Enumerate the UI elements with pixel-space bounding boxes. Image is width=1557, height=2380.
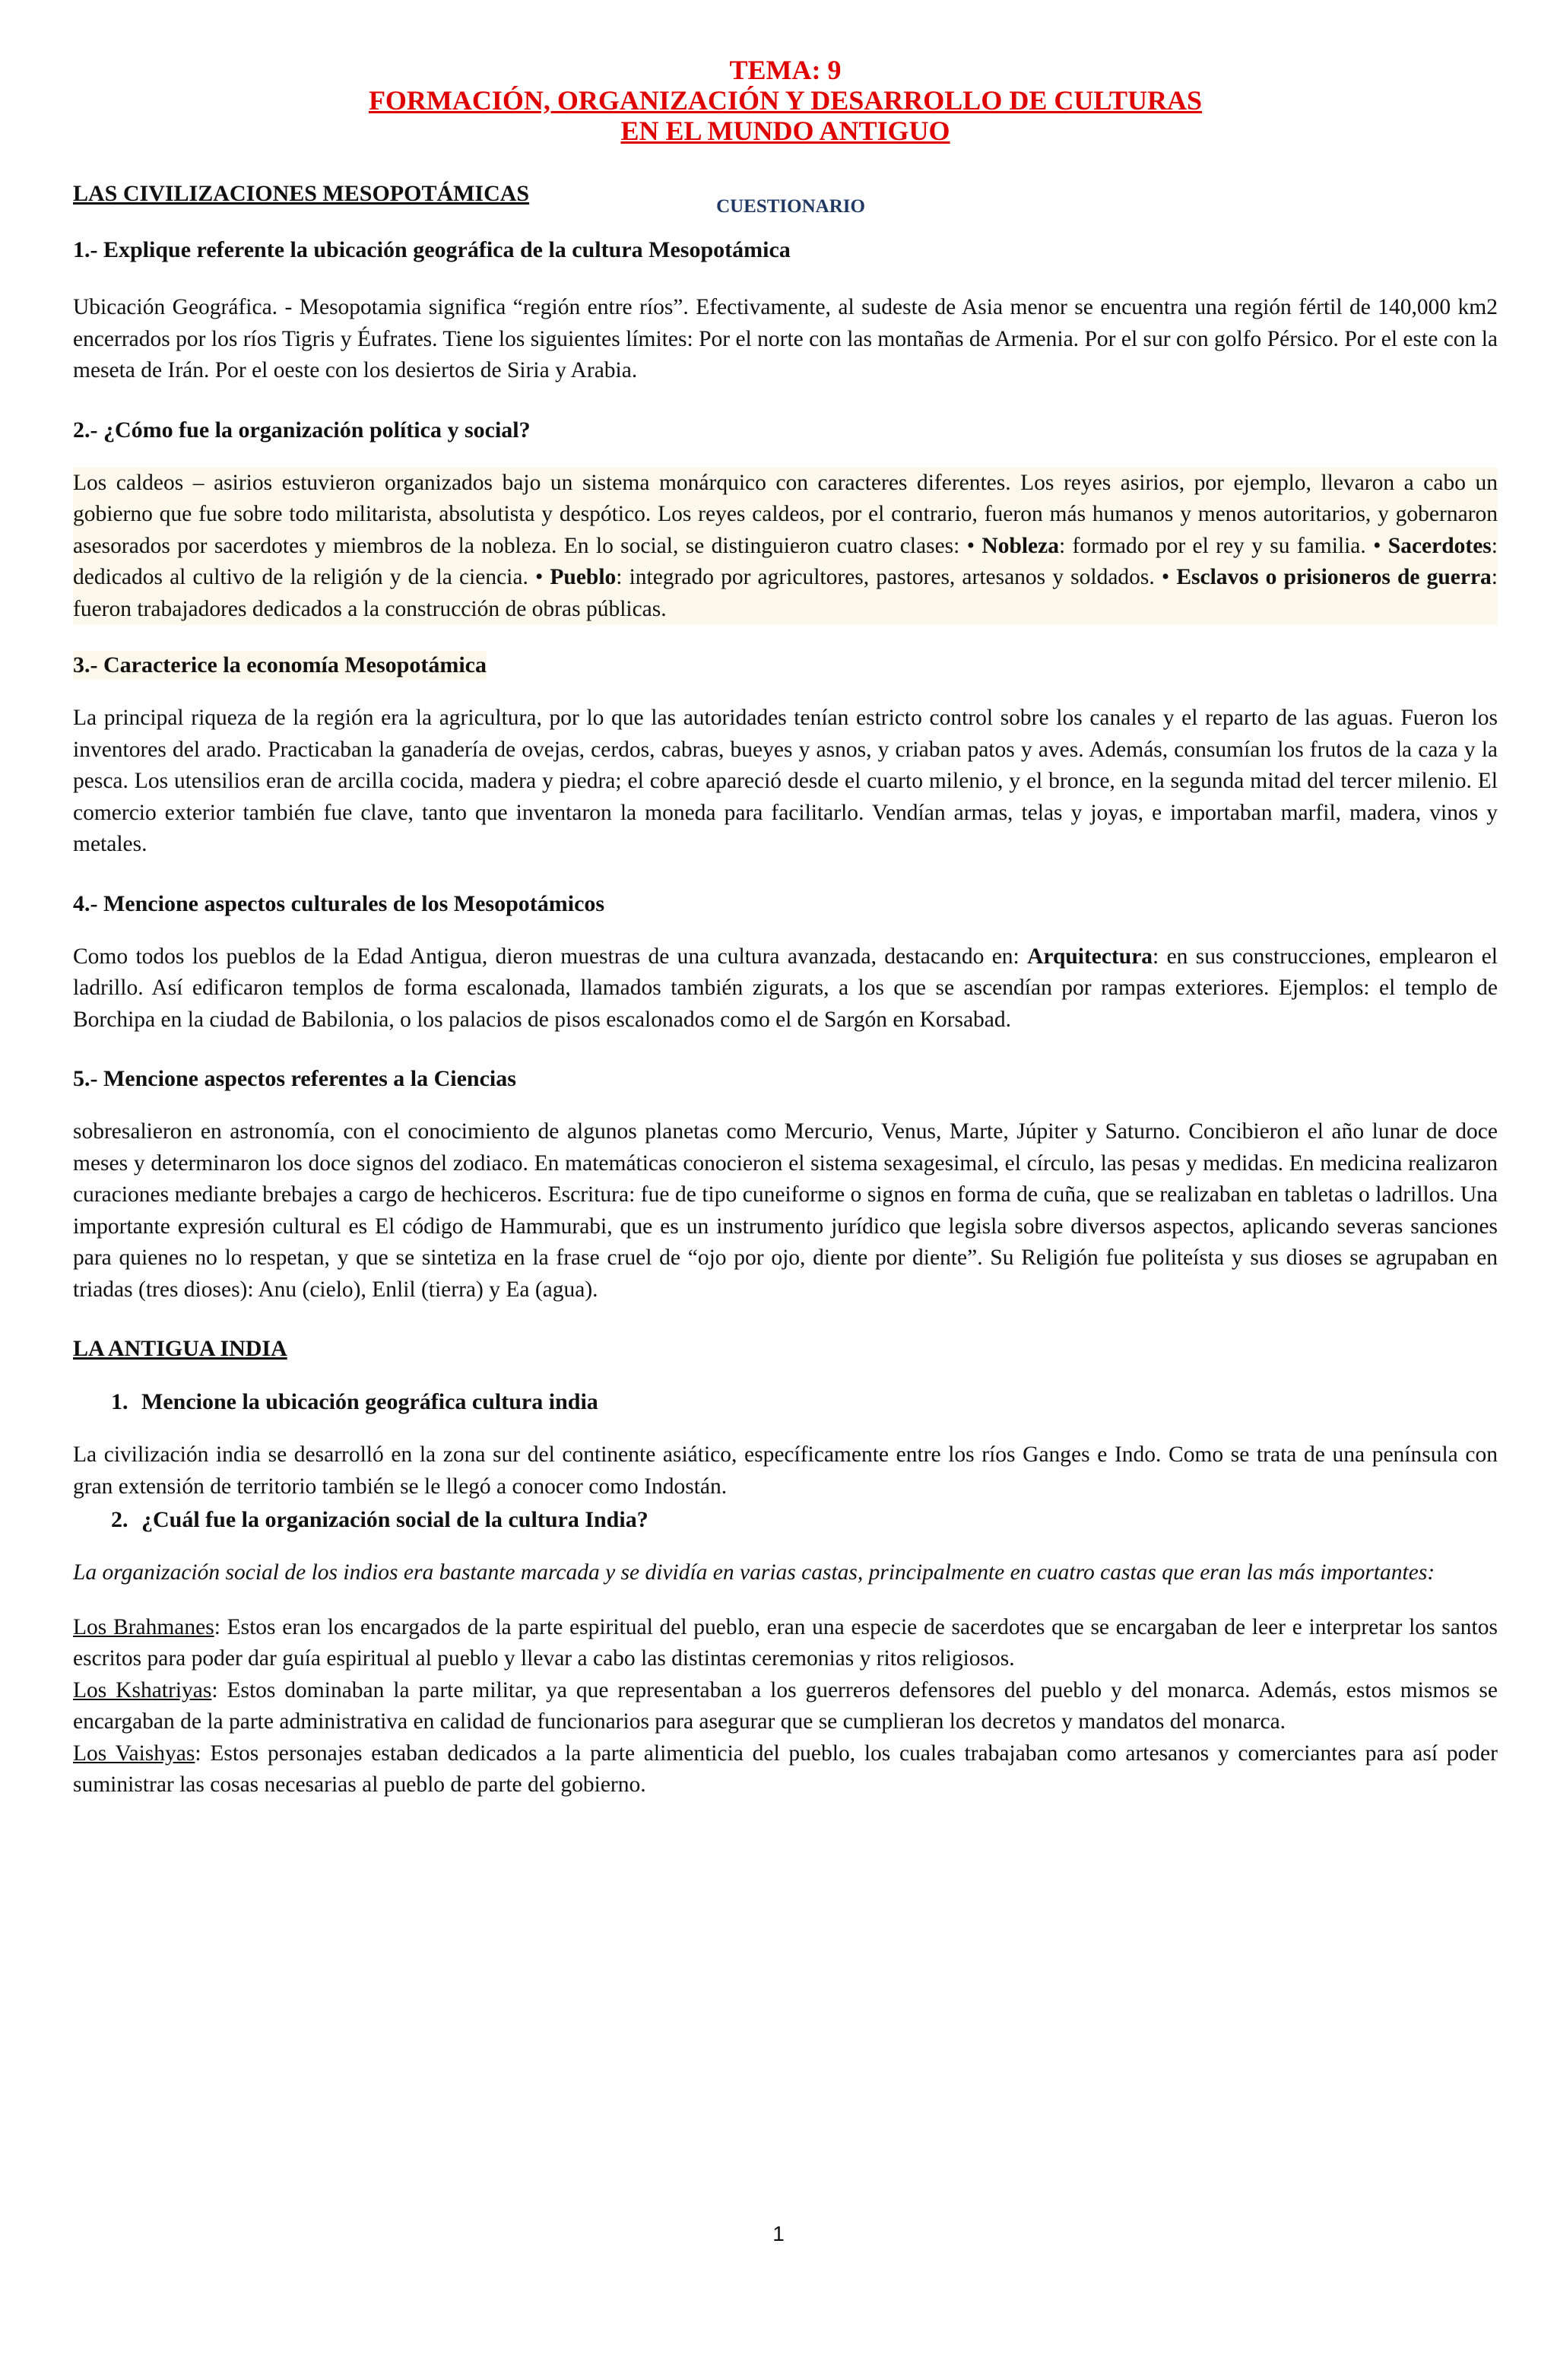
caste-vaishyas-name: Los Vaishyas	[73, 1741, 195, 1766]
answer-1: Ubicación Geográfica. - Mesopotamia significa “región entre ríos”. Efectivamente, al sudeste de Asia menor se encuentra una región fértil de 140,000 km2 encerrados por los ríos Tigris y Éufrates. Tiene los siguientes límites: Por el norte con las montañas de Armenia. Por el sur con golfo Pérsico. Por el este con la meseta de Irán. Por el oeste con los desiertos de Siria y Arabia.	[73, 295, 1498, 382]
section-title-mesopotamia: LAS CIVILIZACIONES MESOPOTÁMICAS	[73, 181, 530, 206]
india-question-1	[73, 1388, 1498, 1417]
class-pueblo-text: : integrado por agricultores, pastores, artesanos y soldados. •	[616, 565, 1177, 589]
title-block	[73, 55, 1498, 146]
questionnaire-label: CUESTIONARIO	[716, 196, 865, 217]
class-nobleza-text: : formado por el rey y su familia. •	[1058, 533, 1388, 558]
answer-4-rest: : en sus construcciones, emplearon el ladrillo. Así edificaron templos de forma escalonada, llamados también zigurats, a los que se ascendían por rampas exteriores. Ejemplos: el templo de Borchipa en la ciudad de Babilonia, o los palacios de pisos escalonados como el de Sargón en Korsabad.	[73, 944, 1498, 1032]
class-esclavos-text: : fueron trabajadores dedicados a la construcción de obras públicas.	[73, 565, 1498, 621]
india-answer-1: La civilización india se desarrolló en la zona sur del continente asiático, específicamente entre los ríos Ganges e Indo. Como se trata de una península con gran extensión de territorio también se le llegó a conocer como Indostán.	[73, 1442, 1498, 1499]
question-3: 3.- Caracterice la economía Mesopotámica	[73, 651, 487, 680]
section-title-india: LA ANTIGUA INDIA	[73, 1336, 287, 1361]
topic-number: TEMA: 9	[729, 55, 842, 85]
class-sacerdotes: Sacerdotes	[1387, 533, 1492, 558]
document-subtitle: EN EL MUNDO ANTIGUO	[620, 116, 950, 146]
answer-5: sobresalieron en astronomía, con el conocimiento de algunos planetas como Mercurio, Venus, Marte, Júpiter y Saturno. Concibieron el año lunar de doce meses y determinaron los doce signos del zodiaco. En matemáticas conocieron el sistema sexagesimal, el círculo, las pesas y medidas. En medicina realizaron curaciones mediante brebajes a cargo de hechiceros. Escritura: fue de tipo cuneiforme o signos en forma de cuña, que se realizaban en tabletas o ladrillos. Una importante expresión cultural es El código de Hammurabi, que es un instrumento jurídico que legisla sobre diversos aspectos, aplicando severas sanciones para quienes no lo respetan, y que se sintetiza en la frase cruel de “ojo por ojo, diente por diente”. Su Religión fue politeísta y sus dioses se agrupaban en triadas (tres dioses): Anu (cielo), Enlil (tierra) y Ea (agua).	[73, 1119, 1498, 1302]
india-answer-2-intro: La organización social de los indios era bastante marcada y se dividía en varias castas, principalmente en cuatro castas que eran las más importantes:	[73, 1560, 1435, 1585]
caste-vaishyas	[73, 1738, 1498, 1801]
india-question-2	[73, 1506, 1498, 1534]
architecture-term: Arquitectura	[1027, 944, 1153, 969]
caste-vaishyas-text: : Estos personajes estaban dedicados a la parte alimenticia del pueblo, los cuales trabajaban como artesanos y comerciantes para así poder suministrar las cosas necesarias al pueblo de parte del gobierno.	[73, 1741, 1498, 1797]
caste-brahmanes	[73, 1612, 1498, 1675]
answer-2	[73, 468, 1498, 626]
caste-kshatriyas-text: : Estos dominaban la parte militar, ya que representaban a los guerreros defensores del pueblo y del monarca. Además, estos mismos se encargaban de la parte administrativa en calidad de funcionarios para asegurar que se cumplieran los decretos y mandatos del monarca.	[73, 1677, 1498, 1734]
document-title: FORMACIÓN, ORGANIZACIÓN Y DESARROLLO DE CULTURAS	[368, 85, 1203, 116]
question-4: 4.- Mencione aspectos culturales de los Mesopotámicos	[73, 890, 605, 916]
answer-2-intro: Los caldeos – asirios estuvieron organizados bajo un sistema monárquico con caracteres diferentes. Los reyes asirios, por ejemplo, llevaron a cabo un gobierno que fue sobre todo militarista, absolutista y despótico. Los reyes caldeos, por el contrario, fueron más humanos y menos autoritarios, y gobernaron asesorados por sacerdotes y miembros de la nobleza. En lo social, se distinguieron cuatro clases: •	[73, 470, 1498, 558]
answer-3: La principal riqueza de la región era la agricultura, por lo que las autoridades tenían estricto control sobre los canales y el reparto de las aguas. Fueron los inventores del arado. Practicaban la ganadería de ovejas, cerdos, cabras, bueyes y asnos, y criaban patos y aves. Además, consumían los frutos de la caza y la pesca. Los utensilios eran de arcilla cocida, madera y piedra; el cobre apareció desde el cuarto milenio, y el bronce, en la segunda mitad del tercer milenio. El comercio exterior también fue clave, tanto que inventaron la moneda para facilitarlo. Vendían armas, telas y joyas, e importaban marfil, madera, vinos y metales.	[73, 706, 1498, 856]
caste-kshatriyas	[73, 1675, 1498, 1738]
question-1: 1.- Explique referente la ubicación geográfica de la cultura Mesopotámica	[73, 237, 791, 262]
caste-kshatriyas-name: Los Kshatriyas	[73, 1677, 212, 1702]
page-number: 1	[772, 2222, 785, 2245]
answer-4-intro: Como todos los pueblos de la Edad Antigua, dieron muestras de una cultura avanzada, destacando en:	[73, 944, 1028, 969]
class-sacerdotes-text: : dedicados al cultivo de la religión y de la ciencia. •	[73, 533, 1498, 589]
question-5: 5.- Mencione aspectos referentes a la Ciencias	[73, 1066, 516, 1091]
caste-brahmanes-name: Los Brahmanes	[73, 1614, 214, 1639]
question-2: 2.- ¿Cómo fue la organización política y social?	[73, 417, 531, 443]
india-question-2-number: 2.	[111, 1507, 128, 1532]
class-esclavos: Esclavos o prisioneros de guerra	[1176, 565, 1492, 589]
india-question-1-text: Mencione la ubicación geográfica cultura india	[141, 1389, 598, 1414]
india-question-2-text: ¿Cuál fue la organización social de la cultura India?	[141, 1507, 648, 1532]
class-nobleza: Nobleza	[981, 533, 1059, 558]
answer-4	[73, 941, 1498, 1036]
class-pueblo: Pueblo	[550, 565, 617, 589]
caste-brahmanes-text: : Estos eran los encargados de la parte espiritual del pueblo, eran una especie de sacerdotes que se encargaban de leer e interpretar los santos escritos para poder dar guía espiritual al pueblo y llevar a cabo las distintas ceremonias y ritos religiosos.	[73, 1614, 1498, 1671]
india-question-1-number: 1.	[111, 1389, 128, 1414]
